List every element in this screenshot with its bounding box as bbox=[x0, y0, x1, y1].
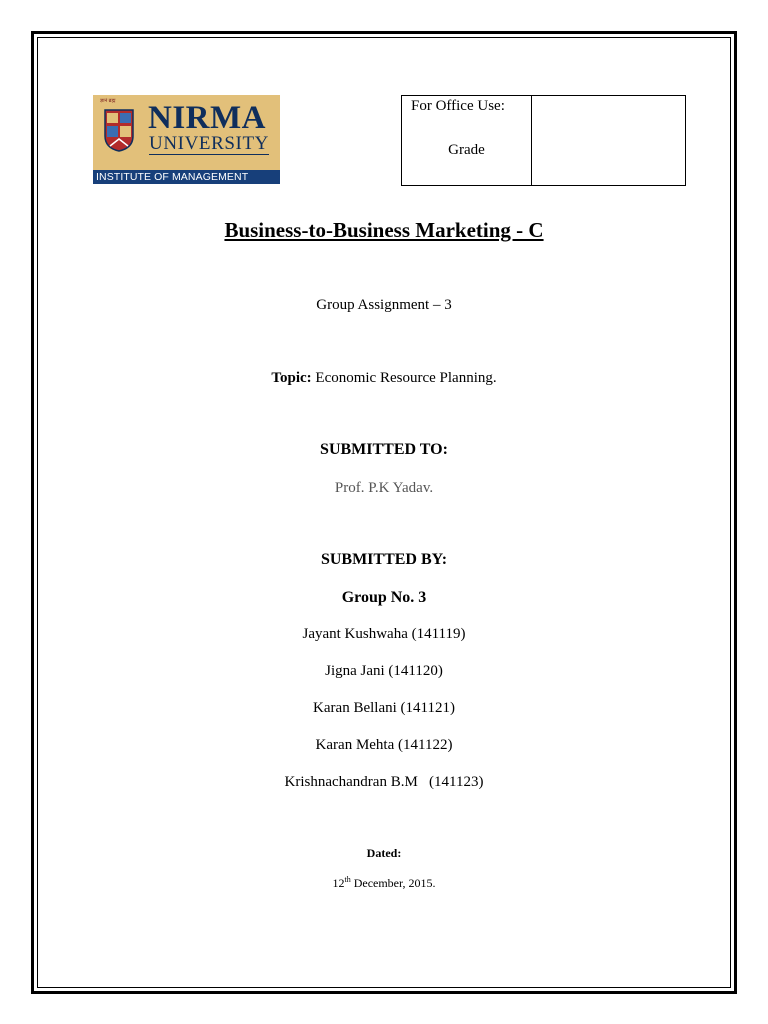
member-item: Karan Bellani (141121) bbox=[313, 700, 455, 716]
topic-label: Topic: bbox=[271, 370, 312, 386]
professor-name: Prof. P.K Yadav. bbox=[334, 480, 434, 496]
logo-motto: ज्ञानं ब्रह्म bbox=[100, 98, 116, 104]
nirma-logo bbox=[93, 95, 280, 189]
date-rest: December, 2015. bbox=[350, 876, 436, 890]
member-item: Karan Mehta (141122) bbox=[315, 737, 453, 753]
member-item: Krishnachandran B.M (141123) bbox=[284, 774, 484, 790]
submitted-to-heading: SUBMITTED TO: bbox=[320, 441, 448, 458]
topic-line bbox=[37, 370, 731, 387]
topic-value: Economic Resource Planning. bbox=[315, 370, 497, 386]
submitted-by-heading: SUBMITTED BY: bbox=[320, 551, 448, 568]
member-item: Jayant Kushwaha (141119) bbox=[302, 626, 466, 642]
logo-background bbox=[93, 95, 280, 170]
dated-label: Dated: bbox=[366, 846, 402, 860]
office-use-label: For Office Use: bbox=[411, 98, 505, 114]
grade-label: Grade bbox=[448, 142, 485, 158]
crest-icon bbox=[104, 108, 134, 152]
office-use-table bbox=[401, 95, 686, 186]
logo-name: NIRMA bbox=[148, 100, 266, 136]
date-day: 12 bbox=[332, 876, 345, 890]
date-suffix: th bbox=[344, 875, 351, 884]
logo-rule bbox=[149, 154, 269, 155]
assignment-number: Group Assignment – 3 bbox=[316, 297, 452, 313]
document-title: Business-to-Business Marketing - C bbox=[224, 218, 544, 242]
member-item: Jigna Jani (141120) bbox=[325, 663, 443, 679]
office-table-divider bbox=[531, 96, 532, 185]
date-value bbox=[37, 876, 731, 891]
logo-institute-bar: INSTITUTE OF MANAGEMENT bbox=[93, 170, 280, 184]
group-number: Group No. 3 bbox=[341, 589, 427, 606]
logo-university: UNIVERSITY bbox=[149, 133, 269, 154]
